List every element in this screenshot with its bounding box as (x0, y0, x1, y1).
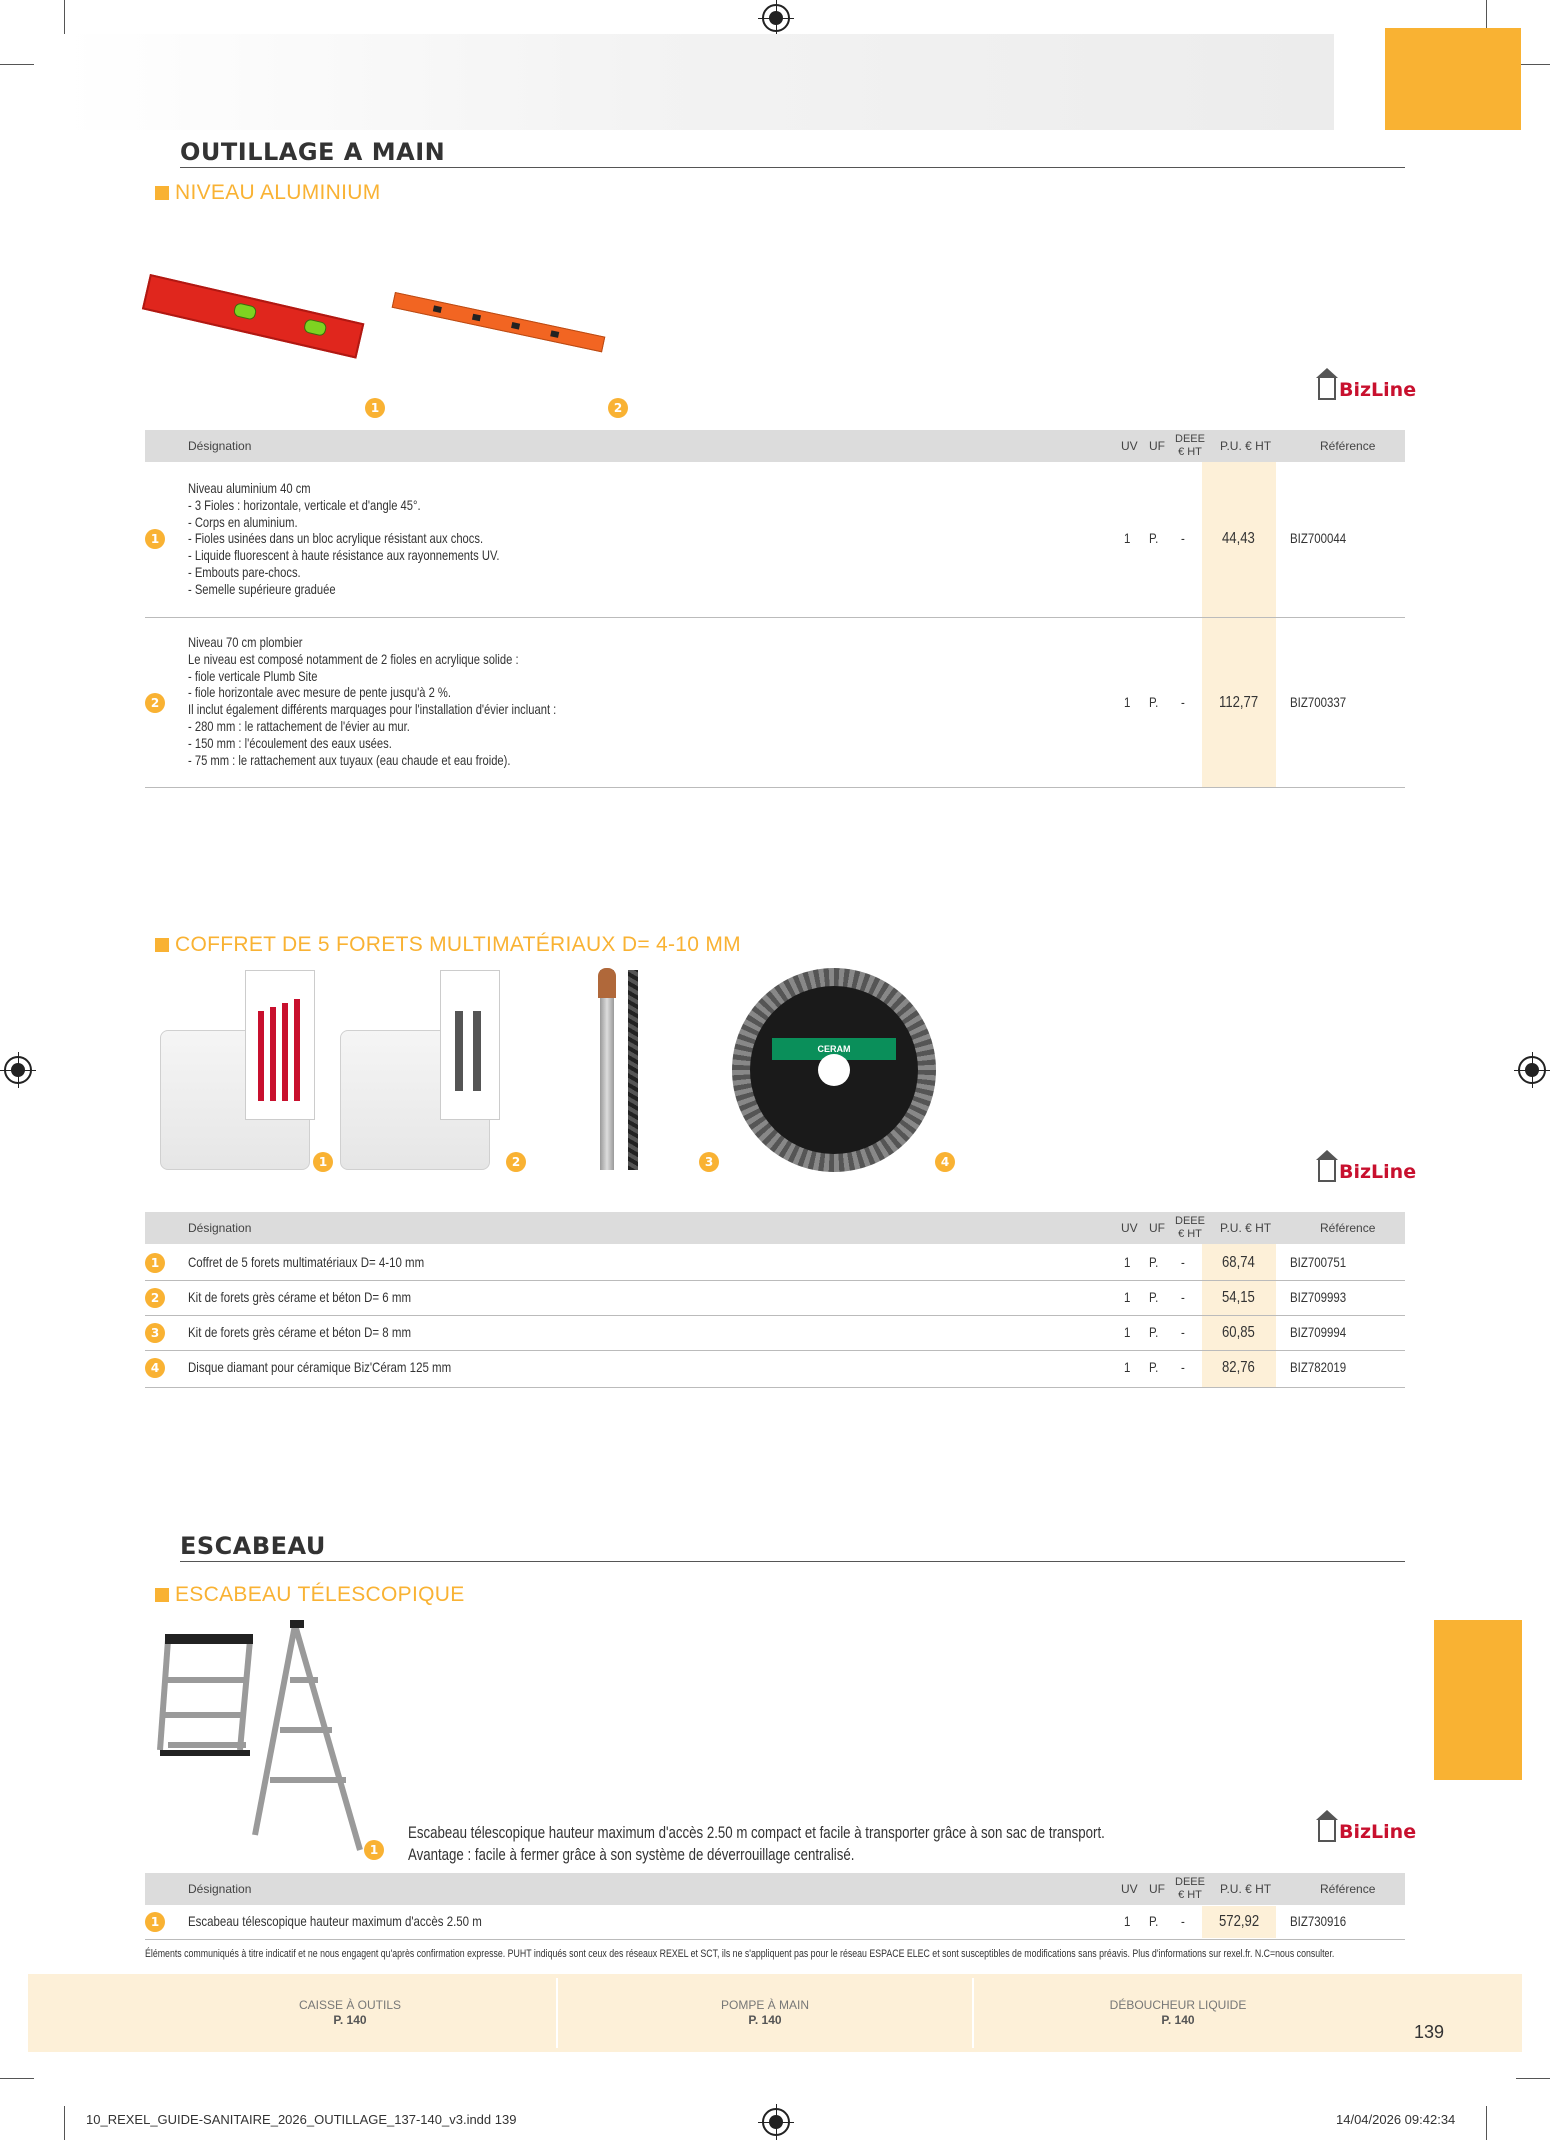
row-reference: BIZ700044 (1290, 530, 1347, 546)
related-link-page: P. 140 (1161, 2013, 1195, 2027)
disc-label: CERAM (772, 1038, 896, 1060)
row-divider (145, 617, 1405, 618)
print-slug-date: 14/04/2026 09:42:34 (1336, 2112, 1456, 2127)
product-image-telescopic-ladder (150, 1620, 380, 1865)
col-reference: Référence (1320, 1221, 1376, 1235)
row-description: Disque diamant pour céramique Biz'Céram 125 mm (188, 1359, 452, 1375)
row-marker: 4 (145, 1358, 165, 1378)
col-deee-line2: € HT (1178, 1228, 1202, 1240)
col-deee-line2: € HT (1178, 446, 1202, 458)
drill-tip (598, 968, 616, 998)
registration-mark-icon (762, 2108, 790, 2136)
bullet-square-icon (155, 1588, 169, 1602)
product-marker: 3 (699, 1152, 719, 1172)
row-uf: P. (1149, 1913, 1159, 1929)
row-reference: BIZ700751 (1290, 1254, 1347, 1270)
product-marker: 1 (313, 1152, 333, 1172)
row-divider (145, 787, 1405, 788)
drill-bit (270, 1007, 276, 1101)
vial-icon (233, 302, 258, 321)
table-header (145, 430, 1405, 462)
product-image-level-70cm (392, 292, 606, 352)
drill-bit (473, 1011, 481, 1091)
brand-logo-text: BizLine (1339, 379, 1417, 401)
product-intro-line: Escabeau télescopique hauteur maximum d'accès 2.50 m compact et facile à transporter grâce à son sac de transport. (408, 1823, 1105, 1842)
product-image-drill-bit-8mm (600, 970, 614, 1170)
row-description: Escabeau télescopique hauteur maximum d'accès 2.50 m (188, 1913, 482, 1929)
house-icon (1318, 1160, 1336, 1182)
bullet-square-icon (155, 186, 169, 200)
row-price: 68,74 (1222, 1254, 1255, 1271)
footer-separator (972, 1978, 974, 2048)
drill-bit (455, 1011, 463, 1091)
row-uv: 1 (1124, 1324, 1131, 1340)
chapter-side-tab (1434, 1620, 1522, 1780)
row-price: 112,77 (1219, 694, 1259, 711)
col-deee-line1: DEEE (1175, 1215, 1205, 1227)
col-price: P.U. € HT (1220, 1882, 1272, 1896)
brand-logo-text: BizLine (1339, 1161, 1417, 1183)
house-icon (1318, 378, 1336, 400)
section-rule (180, 1561, 1405, 1562)
row-reference: BIZ709993 (1290, 1289, 1347, 1305)
print-slug-file: 10_REXEL_GUIDE-SANITAIRE_2026_OUTILLAGE_137-140_v3.indd 139 (86, 2112, 517, 2127)
vial-slot (550, 330, 559, 338)
row-deee: - (1181, 1289, 1185, 1305)
row-reference: BIZ782019 (1290, 1359, 1347, 1375)
product-marker: 1 (364, 1840, 384, 1860)
col-price: P.U. € HT (1220, 1221, 1272, 1235)
related-link-label: CAISSE À OUTILS (298, 1998, 402, 2012)
crop-mark (0, 2078, 34, 2079)
disc-hole (818, 1054, 850, 1086)
row-description: Niveau aluminium 40 cm - 3 Fioles : horizontale, verticale et d'angle 45°. - Corps en aluminium. - Fioles usinées dans un bloc acrylique résistant aux chocs. - Liquide fluorescent à haute résistance aux rayonnements UV. - Embouts pare-chocs. - Semelle supérieure graduée (188, 480, 500, 597)
product-marker: 2 (506, 1152, 526, 1172)
brand-logo (1318, 1160, 1416, 1183)
row-uf: P. (1149, 1359, 1159, 1375)
row-uf: P. (1149, 530, 1159, 546)
related-link-caisse[interactable] (200, 1998, 500, 2028)
house-icon (1318, 1820, 1336, 1842)
col-uv: UV (1121, 1882, 1138, 1896)
drill-bit (294, 999, 300, 1101)
table-header (145, 1873, 1405, 1905)
related-link-page: P. 140 (333, 2013, 367, 2027)
row-reference: BIZ709994 (1290, 1324, 1347, 1340)
crop-mark (1516, 2078, 1550, 2079)
product-marker: 2 (608, 398, 628, 418)
col-designation: Désignation (188, 439, 252, 453)
row-deee: - (1181, 694, 1185, 710)
row-marker: 1 (145, 1253, 165, 1273)
subsection-title-text: ESCABEAU TÉLESCOPIQUE (175, 1583, 465, 1606)
crop-mark (0, 64, 34, 65)
registration-mark-icon (762, 4, 790, 32)
subsection-title (155, 181, 381, 205)
vial-slot (472, 314, 481, 322)
crop-mark (64, 0, 65, 34)
row-deee: - (1181, 1913, 1185, 1929)
row-uv: 1 (1124, 1254, 1131, 1270)
registration-mark-icon (1518, 1056, 1546, 1084)
related-link-page: P. 140 (748, 2013, 782, 2027)
product-image-diamond-disc (732, 968, 936, 1172)
brand-logo (1318, 1820, 1416, 1843)
vial-slot (511, 322, 520, 330)
drill-bit (258, 1011, 264, 1101)
product-intro (408, 1822, 1105, 1866)
table-header (145, 1212, 1405, 1244)
col-uf: UF (1149, 439, 1165, 453)
product-image-drill-card (245, 970, 315, 1120)
disclaimer: Éléments communiqués à titre indicatif et ne nous engagent qu'après confirmation expresse. PUHT indiqués sont ceux des réseaux REXEL et SCT, ils ne s'appliquent pas pour le réseau ESPACE ELEC et sont susceptibles de modifications sans préavis. Plus d'informations sur rexel.fr. N.C=nous consulter. (145, 1948, 1335, 1960)
row-reference: BIZ700337 (1290, 694, 1347, 710)
crop-mark (64, 2106, 65, 2140)
col-uv: UV (1121, 439, 1138, 453)
row-divider (145, 1387, 1405, 1388)
product-intro-line: Avantage : facile à fermer grâce à son système de déverrouillage centralisé. (408, 1845, 855, 1864)
section-rule (180, 167, 1405, 168)
brand-logo-text: BizLine (1339, 1821, 1417, 1843)
row-uv: 1 (1124, 694, 1131, 710)
related-link-label: POMPE À MAIN (720, 1998, 809, 2012)
col-deee (1175, 433, 1205, 465)
row-uf: P. (1149, 694, 1159, 710)
col-deee (1175, 1215, 1205, 1247)
product-image-drill-kit-6mm (440, 970, 500, 1120)
row-price: 82,76 (1222, 1359, 1255, 1376)
row-uv: 1 (1124, 530, 1131, 546)
footer-separator (556, 1978, 558, 2048)
bullet-square-icon (155, 938, 169, 952)
row-uf: P. (1149, 1254, 1159, 1270)
row-uf: P. (1149, 1324, 1159, 1340)
col-uv: UV (1121, 1221, 1138, 1235)
col-reference: Référence (1320, 439, 1376, 453)
crop-mark (1516, 64, 1550, 65)
row-divider (145, 1280, 1405, 1281)
section-title: OUTILLAGE A MAIN (180, 138, 446, 166)
col-price: P.U. € HT (1220, 439, 1272, 453)
col-uf: UF (1149, 1882, 1165, 1896)
row-price: 54,15 (1222, 1289, 1255, 1306)
product-marker: 1 (365, 398, 385, 418)
subsection-title (155, 933, 741, 957)
col-designation: Désignation (188, 1221, 252, 1235)
row-price: 44,43 (1222, 530, 1255, 547)
col-uf: UF (1149, 1221, 1165, 1235)
row-uv: 1 (1124, 1359, 1131, 1375)
col-reference: Référence (1320, 1882, 1376, 1896)
row-marker: 2 (145, 1288, 165, 1308)
row-deee: - (1181, 1254, 1185, 1270)
col-deee-line2: € HT (1178, 1889, 1202, 1901)
vial-slot (433, 305, 442, 313)
related-link-pompe[interactable] (615, 1998, 915, 2028)
subsection-title-text: COFFRET DE 5 FORETS MULTIMATÉRIAUX D= 4-10 MM (175, 933, 741, 956)
row-description: Kit de forets grès cérame et béton D= 8 mm (188, 1324, 412, 1340)
related-link-deboucheur[interactable] (1028, 1998, 1328, 2028)
col-designation: Désignation (188, 1882, 252, 1896)
row-price: 60,85 (1222, 1324, 1255, 1341)
row-deee: - (1181, 530, 1185, 546)
subsection-title (155, 1583, 465, 1607)
crop-mark (1486, 2106, 1487, 2140)
row-description: Coffret de 5 forets multimatériaux D= 4-10 mm (188, 1254, 425, 1270)
chapter-tab (1385, 28, 1521, 130)
page-number: 139 (1414, 2022, 1445, 2042)
brand-logo (1318, 378, 1416, 401)
row-deee: - (1181, 1359, 1185, 1375)
related-link-label: DÉBOUCHEUR LIQUIDE (1109, 1998, 1247, 2012)
header-band (64, 34, 1334, 130)
row-marker: 1 (145, 529, 165, 549)
registration-mark-icon (4, 1056, 32, 1084)
product-image-level-40cm (142, 274, 364, 359)
row-divider (145, 1315, 1405, 1316)
subsection-title-text: NIVEAU ALUMINIUM (175, 181, 381, 204)
col-deee-line1: DEEE (1175, 1876, 1205, 1888)
price-column-highlight (1202, 462, 1276, 788)
product-marker: 4 (935, 1152, 955, 1172)
vial-icon (303, 318, 328, 337)
row-marker: 1 (145, 1912, 165, 1932)
row-reference: BIZ730916 (1290, 1913, 1347, 1929)
section-title: ESCABEAU (180, 1532, 326, 1560)
row-divider (145, 1350, 1405, 1351)
row-uv: 1 (1124, 1913, 1131, 1929)
col-deee-line1: DEEE (1175, 433, 1205, 445)
row-uf: P. (1149, 1289, 1159, 1305)
row-deee: - (1181, 1324, 1185, 1340)
drill-bit (282, 1003, 288, 1101)
col-deee (1175, 1876, 1205, 1908)
row-marker: 2 (145, 693, 165, 713)
row-description: Niveau 70 cm plombier Le niveau est composé notamment de 2 fioles en acrylique solide : - fiole verticale Plumb Site - fiole horizontale avec mesure de pente jusqu'à 2 %. Il inclut également différents marquages pour l'installation d'évier incluant : - 280 mm : le rattachement de l'évier au mur. - 150 mm : l'écoulement des eaux usées. - 75 mm : le rattachement aux tuyaux (eau chaude et eau froide). (188, 634, 557, 768)
row-description: Kit de forets grès cérame et béton D= 6 mm (188, 1289, 412, 1305)
drill-bit-twisted (628, 970, 638, 1170)
row-divider (145, 1939, 1405, 1940)
row-marker: 3 (145, 1323, 165, 1343)
row-price: 572,92 (1219, 1913, 1260, 1930)
row-uv: 1 (1124, 1289, 1131, 1305)
